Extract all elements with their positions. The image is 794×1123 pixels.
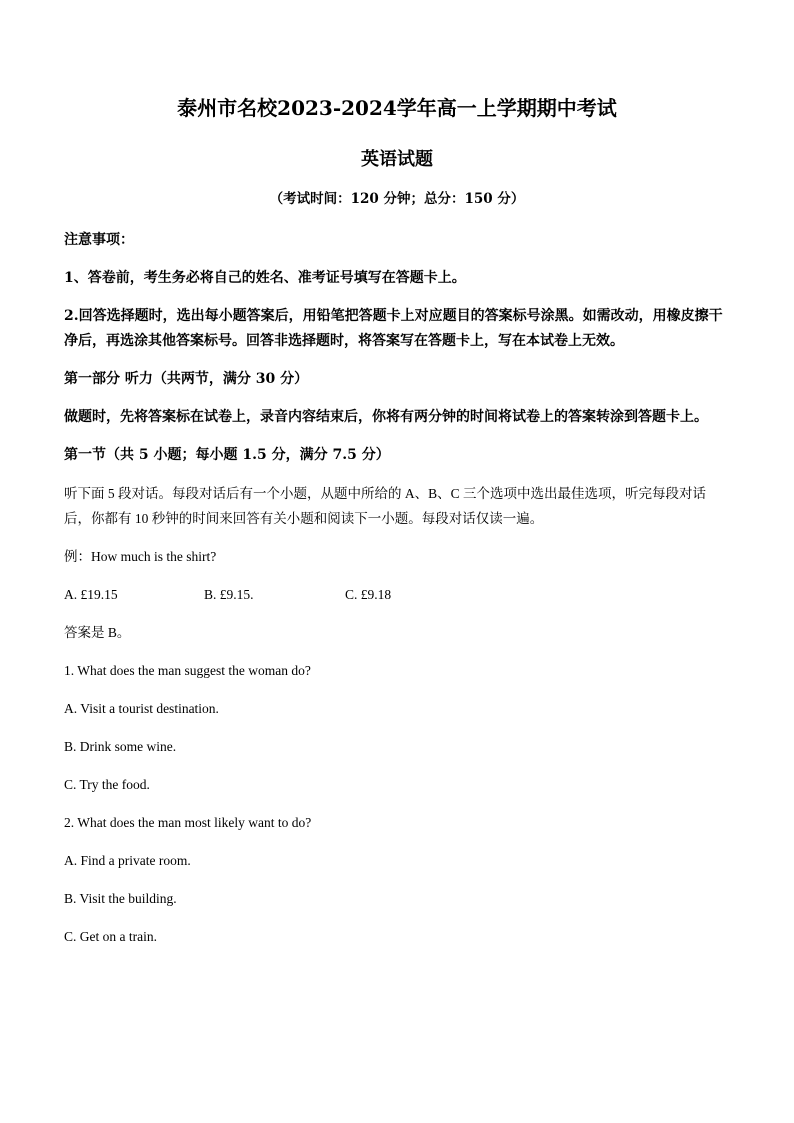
section-one-heading: 第一节（共 5 小题；每小题 1.5 分，满分 7.5 分） <box>64 447 390 463</box>
exam-subtitle: 英语试题 <box>361 149 433 170</box>
question-2-option-a: A. Find a private room. <box>64 853 191 868</box>
section-one-instructions: 听下面 5 段对话。每段对话后有一个小题，从题中所给的 A、B、C 三个选项中选出最佳选项，听完每段对话后，你都有 10 秒钟的时间来回答有关小题和阅读下一小题。每段对话仅读一遍。 <box>64 486 707 526</box>
example-answer: 答案是 B。 <box>64 625 131 640</box>
example-question: 例：How much is the shirt? <box>64 549 217 564</box>
notice-item-2: 2.回答选择题时，选出每小题答案后，用铅笔把答题卡上对应题目的答案标号涂黑。如需改动，用橡皮擦干净后，再选涂其他答案标号。回答非选择题时，将答案写在答题卡上，写在本试卷上无效。 <box>64 308 723 349</box>
part-one-instructions: 做题时，先将答案标在试卷上，录音内容结束后，你将有两分钟的时间将试卷上的答案转涂到答题卡上。 <box>64 409 708 425</box>
part-one-heading: 第一部分 听力（共两节，满分 30 分） <box>64 371 309 387</box>
notice-heading: 注意事项： <box>64 232 134 248</box>
example-option-c: C. £9.18 <box>345 587 392 602</box>
question-1-option-a: A. Visit a tourist destination. <box>64 701 219 716</box>
notice-item-1: 1、答卷前，考生务必将自己的姓名、准考证号填写在答题卡上。 <box>64 270 466 286</box>
example-options <box>64 582 730 607</box>
question-1-option-b: B. Drink some wine. <box>64 739 177 754</box>
question-2: 2. What does the man most likely want to do? <box>64 815 312 830</box>
example-option-a: A. £19.15 <box>64 587 118 602</box>
question-2-option-c: C. Get on a train. <box>64 929 157 944</box>
question-1-option-c: C. Try the food. <box>64 777 150 792</box>
example-option-b: B. £9.15. <box>204 587 254 602</box>
question-2-option-b: B. Visit the building. <box>64 891 177 906</box>
question-1: 1. What does the man suggest the woman do? <box>64 663 311 678</box>
exam-info: （考试时间：120 分钟；总分：150 分） <box>269 191 525 207</box>
exam-title: 泰州市名校2023-2024学年高一上学期期中考试 <box>177 96 617 120</box>
